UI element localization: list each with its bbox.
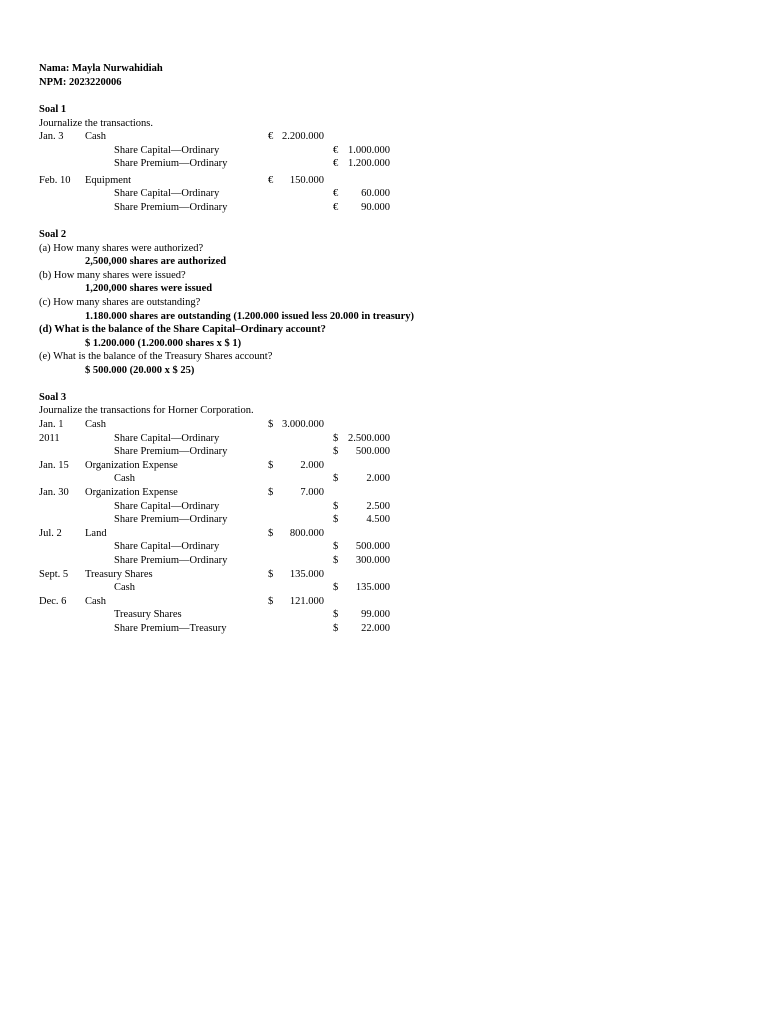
soal2-title: Soal 2	[39, 229, 67, 240]
debit-currency: $	[268, 459, 274, 471]
debit-amount: 2.200.000	[282, 131, 324, 142]
answer: 1,200,000 shares were issued	[85, 283, 213, 295]
debit-amount: 7.000	[300, 487, 324, 498]
credit-amount: 500.000	[355, 446, 390, 458]
credit-amount: 90.000	[361, 202, 390, 213]
account-name: Share Capital—Ordinary	[114, 432, 220, 444]
credit-amount: 2.500	[366, 500, 390, 512]
credit-currency: €	[333, 202, 339, 213]
journal-row	[0, 432, 768, 445]
entry-date: Jan. 30	[39, 487, 69, 498]
answer: $ 1.200.000 (1.200.000 shares x $ 1)	[85, 337, 242, 349]
entry-date: Jan. 15	[39, 459, 69, 471]
journal-row	[0, 174, 768, 187]
account-name: Organization Expense	[85, 487, 178, 498]
soal3-title: Soal 3	[39, 392, 67, 403]
account-name: Share Capital—Ordinary	[114, 500, 220, 512]
journal-row	[0, 459, 768, 472]
journal-row	[0, 595, 768, 608]
debit-amount: 800.000	[289, 527, 324, 539]
debit-currency: $	[268, 419, 274, 430]
journal-row	[0, 157, 768, 170]
student-name: Nama: Mayla Nurwahidiah	[39, 63, 163, 74]
credit-currency: $	[333, 609, 339, 621]
credit-amount: 4.500	[366, 514, 390, 526]
journal-row	[0, 201, 768, 214]
soal3-instruction: Journalize the transactions for Horner Corporation.	[39, 405, 254, 416]
journal-row	[0, 130, 768, 143]
debit-amount: 135.000	[289, 568, 324, 580]
credit-amount: 2.000	[366, 473, 390, 485]
credit-currency: €	[333, 188, 339, 200]
credit-currency: $	[333, 432, 339, 444]
credit-amount: 2.500.000	[348, 432, 390, 444]
debit-currency: $	[268, 595, 274, 607]
entry-date: Dec. 6	[39, 595, 67, 607]
journal-row	[0, 554, 768, 567]
question: (a) How many shares were authorized?	[39, 242, 204, 254]
entry-date: Feb. 10	[39, 174, 71, 186]
debit-amount: 150.000	[289, 174, 324, 186]
entry-date: 2011	[39, 432, 60, 444]
account-name: Share Premium—Ordinary	[114, 514, 228, 526]
journal-row	[0, 486, 768, 499]
account-name: Cash	[85, 131, 106, 142]
debit-currency: $	[268, 527, 274, 539]
journal-row	[0, 187, 768, 200]
journal-row	[0, 144, 768, 157]
credit-amount: 1.000.000	[348, 144, 390, 156]
student-npm: NPM: 2023220006	[39, 77, 122, 88]
credit-amount: 135.000	[355, 582, 390, 594]
soal1-instruction: Journalize the transactions.	[39, 118, 154, 129]
credit-currency: $	[333, 473, 339, 485]
debit-amount: 3.000.000	[282, 419, 324, 430]
journal-row	[0, 500, 768, 513]
account-name: Share Premium—Ordinary	[114, 158, 228, 170]
answer: 2,500,000 shares are authorized	[85, 256, 227, 268]
credit-currency: €	[333, 144, 339, 156]
answer: 1.180.000 shares are outstanding (1.200.000 issued less 20.000 in treasury)	[85, 310, 415, 322]
credit-amount: 60.000	[361, 188, 390, 200]
account-name: Share Premium—Ordinary	[114, 555, 228, 566]
account-name: Cash	[85, 595, 106, 607]
account-name: Cash	[114, 473, 135, 485]
debit-currency: $	[268, 568, 274, 580]
account-name: Share Capital—Ordinary	[114, 541, 220, 553]
journal-row	[0, 540, 768, 553]
account-name: Share Capital—Ordinary	[114, 188, 220, 200]
account-name: Share Premium—Ordinary	[114, 446, 228, 458]
question: (b) How many shares were issued?	[39, 269, 186, 281]
credit-currency: $	[333, 446, 339, 458]
journal-row	[0, 608, 768, 621]
answer: $ 500.000 (20.000 x $ 25)	[85, 364, 195, 376]
credit-currency: $	[333, 541, 339, 553]
credit-currency: €	[333, 158, 339, 170]
account-name: Treasury Shares	[114, 609, 182, 621]
entry-date: Jan. 3	[39, 131, 64, 142]
journal-row	[0, 527, 768, 540]
question: (d) What is the balance of the Share Capital–Ordinary account?	[39, 324, 326, 336]
debit-amount: 2.000	[300, 459, 324, 471]
debit-currency: €	[268, 174, 274, 186]
journal-row	[0, 568, 768, 581]
question: (e) What is the balance of the Treasury Shares account?	[39, 351, 273, 363]
journal-row	[0, 513, 768, 526]
account-name: Cash	[114, 582, 135, 594]
debit-currency: $	[268, 487, 274, 498]
credit-amount: 22.000	[361, 623, 390, 634]
credit-amount: 500.000	[355, 541, 390, 553]
account-name: Land	[85, 527, 107, 539]
entry-date: Jul. 2	[39, 527, 62, 539]
credit-currency: $	[333, 555, 339, 566]
account-name: Share Premium—Ordinary	[114, 202, 228, 213]
question: (c) How many shares are outstanding?	[39, 296, 201, 308]
debit-amount: 121.000	[289, 595, 324, 607]
credit-amount: 99.000	[361, 609, 390, 621]
credit-currency: $	[333, 500, 339, 512]
account-name: Organization Expense	[85, 459, 178, 471]
soal1-title: Soal 1	[39, 104, 67, 115]
credit-amount: 1.200.000	[348, 158, 390, 170]
account-name: Cash	[85, 419, 106, 430]
entry-date: Jan. 1	[39, 419, 64, 430]
journal-row	[0, 581, 768, 594]
journal-row	[0, 418, 768, 431]
credit-currency: $	[333, 582, 339, 594]
account-name: Share Premium—Treasury	[114, 623, 227, 634]
credit-currency: $	[333, 623, 339, 634]
account-name: Treasury Shares	[85, 568, 153, 580]
credit-currency: $	[333, 514, 339, 526]
account-name: Equipment	[85, 174, 132, 186]
credit-amount: 300.000	[355, 555, 390, 566]
journal-row	[0, 622, 768, 635]
entry-date: Sept. 5	[39, 568, 69, 580]
debit-currency: €	[268, 131, 274, 142]
account-name: Share Capital—Ordinary	[114, 144, 220, 156]
journal-row	[0, 445, 768, 458]
journal-row	[0, 472, 768, 485]
